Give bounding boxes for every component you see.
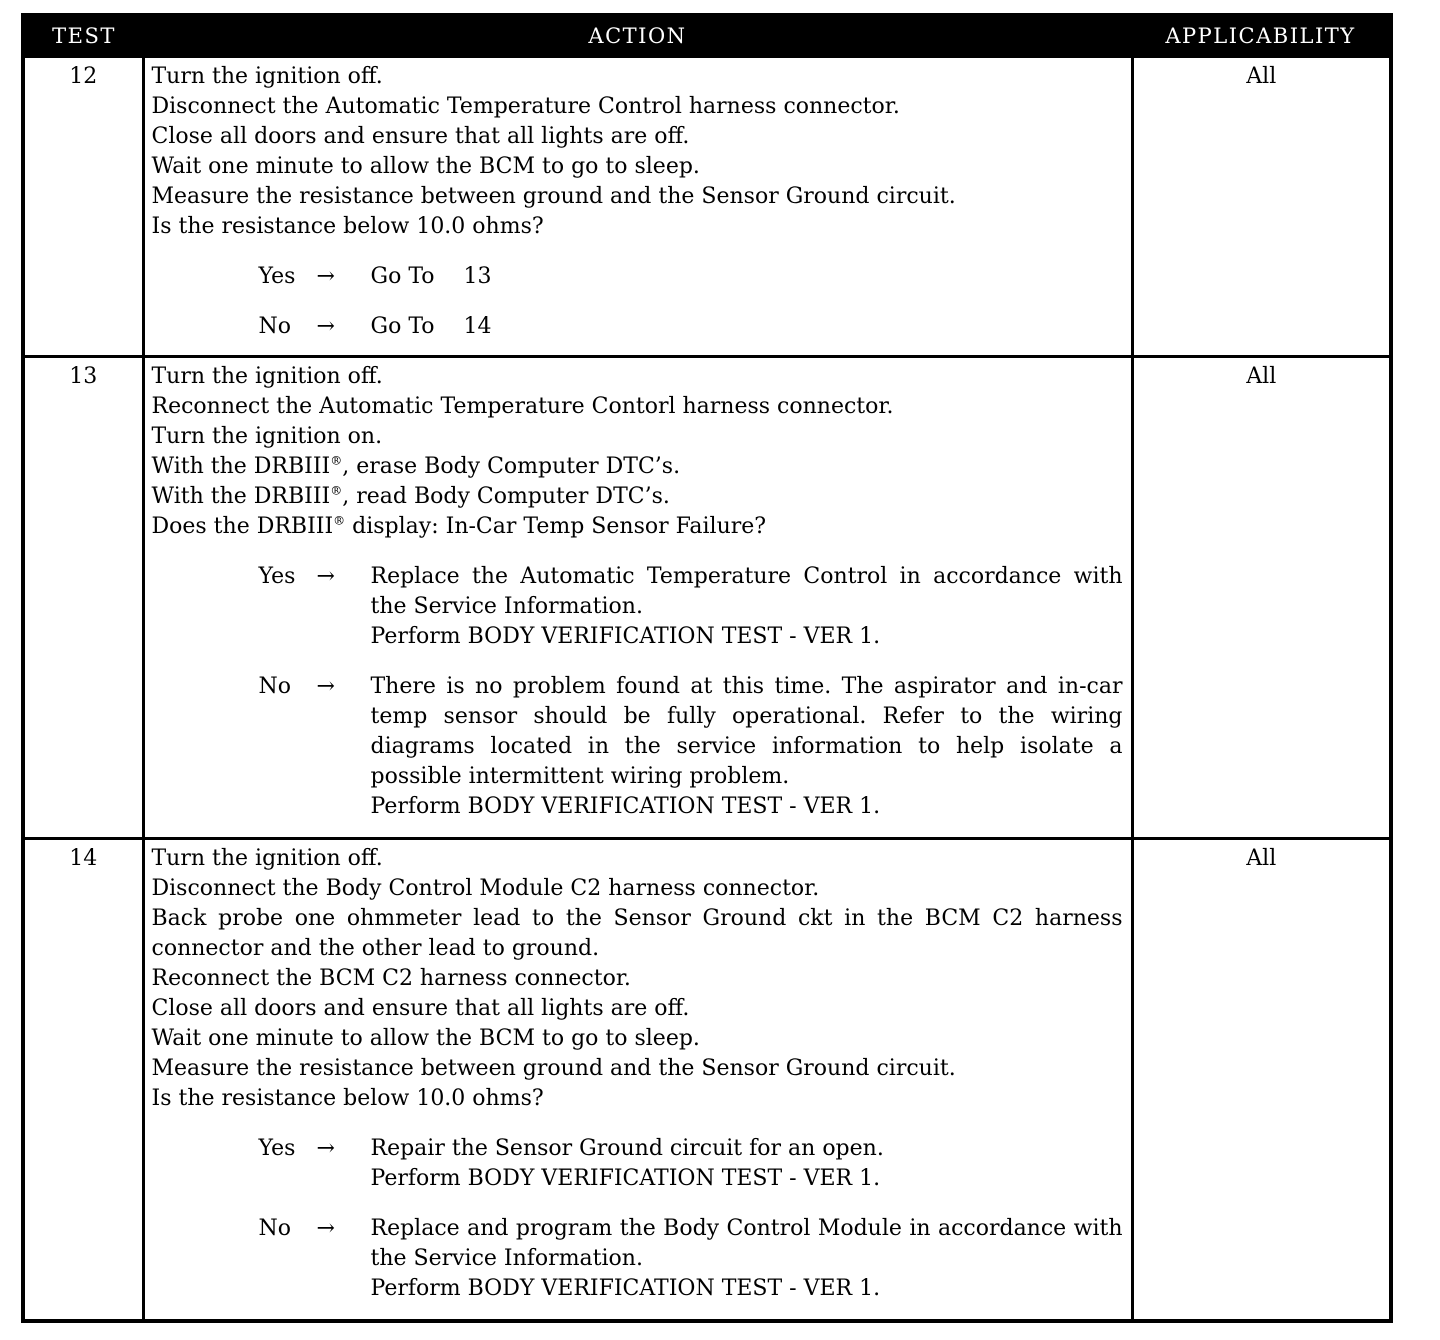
table-row xyxy=(23,357,1391,839)
action-step: Reconnect the Automatic Temperature Contorl harness connector. xyxy=(151,394,894,419)
answer-label: Yes xyxy=(258,564,296,589)
test-number: 12 xyxy=(23,57,143,357)
action-step: Close all doors and ensure that all lights are off. xyxy=(151,996,690,1021)
action-step: Disconnect the Body Control Module C2 harness connector. xyxy=(151,876,820,901)
step-text: , erase Body Computer DTC’s. xyxy=(342,454,681,479)
diagnostic-table xyxy=(21,13,1393,1323)
step-text: display: In-Car Temp Sensor Failure? xyxy=(345,514,767,539)
test-number: 13 xyxy=(23,357,143,839)
action-step: Is the resistance below 10.0 ohms? xyxy=(151,1086,544,1111)
action-step: Disconnect the Automatic Temperature Control harness connector. xyxy=(151,94,900,119)
action-step: Turn the ignition off. xyxy=(151,846,383,871)
goto-label: Go To xyxy=(370,314,435,339)
table-row xyxy=(23,57,1391,357)
step-text: With the DRBIII xyxy=(151,484,331,509)
goto-label: Go To xyxy=(370,264,435,289)
step-text: Does the DRBIII xyxy=(151,514,334,539)
step-text: With the DRBIII xyxy=(151,454,331,479)
registered-mark: ® xyxy=(333,513,346,528)
answer-label: No xyxy=(258,1216,291,1241)
applicability: All xyxy=(1132,357,1391,839)
goto-target[interactable]: 14 xyxy=(463,314,492,339)
action-cell xyxy=(143,57,1132,357)
outcome-no xyxy=(259,1214,1123,1304)
outcome-yes xyxy=(259,1134,1123,1194)
answer-label: Yes xyxy=(258,264,296,289)
action-step: Wait one minute to allow the BCM to go to sleep. xyxy=(151,154,700,179)
action-step xyxy=(152,482,1123,512)
action-step: Measure the resistance between ground and the Sensor Ground circuit. xyxy=(151,1056,956,1081)
registered-mark: ® xyxy=(330,453,343,468)
outcome-text: Replace the Automatic Temperature Control in accordance with the Service Information. xyxy=(370,564,1123,619)
action-step: Measure the resistance between ground and the Sensor Ground circuit. xyxy=(151,184,956,209)
action-step xyxy=(152,452,1123,482)
outcome-result xyxy=(371,312,1123,342)
arrow-icon: → xyxy=(316,564,335,589)
action-cell xyxy=(143,839,1132,1321)
goto-target[interactable]: 13 xyxy=(463,264,492,289)
outcome-yes xyxy=(259,562,1123,652)
outcome-result xyxy=(371,262,1123,292)
perform-verification: Perform BODY VERIFICATION TEST - VER 1. xyxy=(370,794,881,819)
outcome-yes xyxy=(259,262,1123,292)
test-number: 14 xyxy=(23,839,143,1321)
action-step: Close all doors and ensure that all lights are off. xyxy=(151,124,690,149)
action-step: Back probe one ohmmeter lead to the Sensor Ground ckt in the BCM C2 harness connector and the other lead to ground. xyxy=(151,906,1123,961)
perform-verification: Perform BODY VERIFICATION TEST - VER 1. xyxy=(370,1276,881,1301)
diagnostic-page xyxy=(21,13,1389,1323)
arrow-icon: → xyxy=(316,674,335,699)
action-step: Turn the ignition on. xyxy=(151,424,383,449)
table-row xyxy=(23,839,1391,1321)
perform-verification: Perform BODY VERIFICATION TEST - VER 1. xyxy=(370,624,881,649)
action-step: Wait one minute to allow the BCM to go to sleep. xyxy=(151,1026,700,1051)
header-applicability: APPLICABILITY xyxy=(1132,15,1391,57)
header-action: ACTION xyxy=(143,15,1132,57)
answer-label: Yes xyxy=(258,1136,296,1161)
outcome-result xyxy=(371,1134,1123,1194)
outcome-result xyxy=(371,1214,1123,1304)
outcome-result xyxy=(371,562,1123,652)
action-step: Reconnect the BCM C2 harness connector. xyxy=(151,966,631,991)
applicability: All xyxy=(1132,839,1391,1321)
answer-label: No xyxy=(258,314,291,339)
action-step: Turn the ignition off. xyxy=(151,364,383,389)
outcome-no xyxy=(259,312,1123,342)
outcome-text: Repair the Sensor Ground circuit for an open. xyxy=(370,1136,884,1161)
table-header-row xyxy=(23,15,1391,57)
action-cell xyxy=(143,357,1132,839)
arrow-icon: → xyxy=(316,1136,335,1161)
action-step: Turn the ignition off. xyxy=(151,64,383,89)
arrow-icon: → xyxy=(316,264,335,289)
outcome-result xyxy=(371,672,1123,822)
perform-verification: Perform BODY VERIFICATION TEST - VER 1. xyxy=(370,1166,881,1191)
step-text: , read Body Computer DTC’s. xyxy=(342,484,670,509)
outcome-no xyxy=(259,672,1123,822)
registered-mark: ® xyxy=(330,483,343,498)
arrow-icon: → xyxy=(316,1216,335,1241)
action-step xyxy=(152,512,1123,542)
action-step: Is the resistance below 10.0 ohms? xyxy=(151,214,544,239)
header-test: TEST xyxy=(23,15,143,57)
arrow-icon: → xyxy=(316,314,335,339)
answer-label: No xyxy=(258,674,291,699)
outcome-text: There is no problem found at this time. The aspirator and in-car temp sensor should be fully operational. Refer to the wiring diagrams located in the service information to help isolate a possible intermittent wiring problem. xyxy=(370,674,1123,789)
outcome-text: Replace and program the Body Control Module in accordance with the Service Information. xyxy=(370,1216,1123,1271)
applicability: All xyxy=(1132,57,1391,357)
